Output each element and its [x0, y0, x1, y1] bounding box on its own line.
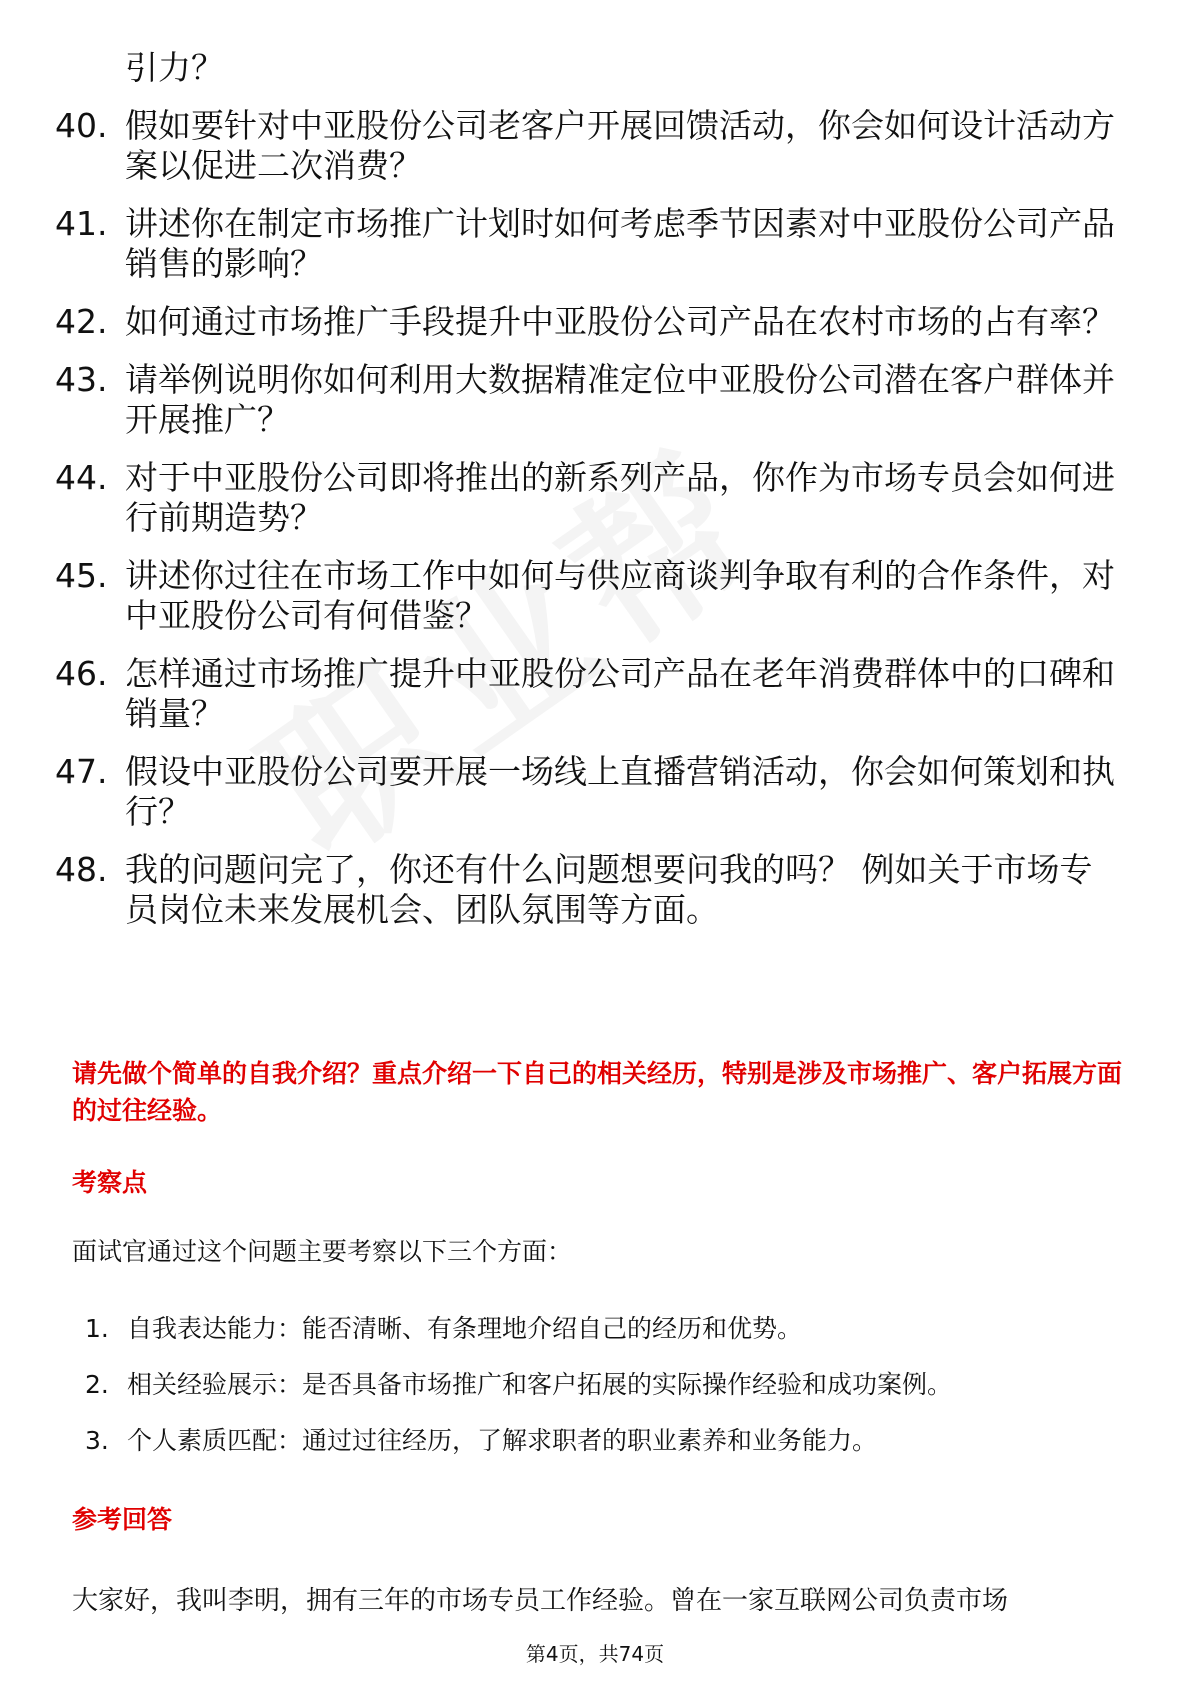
question-text: 怎样通过市场推广提升中亚股份公司产品在老年消费群体中的口碑和销量？ [125, 654, 1115, 733]
question-number: 43. [55, 360, 108, 399]
question-number: 46. [55, 654, 108, 693]
focus-point-number: 3. [85, 1426, 109, 1455]
answer-text: 大家好，我叫李明，拥有三年的市场专员工作经验。曾在一家互联网公司负责市场 [72, 1586, 1009, 1616]
focus-point-number: 1. [85, 1314, 109, 1343]
question-item-48 [55, 850, 1125, 930]
question-number: 42. [55, 302, 108, 341]
focus-point-text: 个人素质匹配：通过过往经历，了解求职者的职业素养和业务能力。 [127, 1426, 878, 1455]
question-text: 假设中亚股份公司要开展一场线上直播营销活动，你会如何策划和执行？ [125, 752, 1115, 831]
question-text: 对于中亚股份公司即将推出的新系列产品，你作为市场专员会如何进行前期造势？ [125, 458, 1115, 537]
question-item-44 [55, 458, 1125, 538]
focus-point [85, 1311, 1145, 1367]
question-item-41 [55, 204, 1125, 284]
focus-point [85, 1423, 1145, 1479]
focus-label: 考察点 [72, 1168, 148, 1197]
question-continuation [55, 48, 1125, 88]
focus-point-text: 相关经验展示：是否具备市场推广和客户拓展的实际操作经验和成功案例。 [127, 1370, 953, 1399]
question-item-43 [55, 360, 1125, 440]
question-item-46 [55, 654, 1125, 734]
answer-label: 参考回答 [72, 1505, 173, 1534]
section-question-heading: 请先做个简单的自我介绍？重点介绍一下自己的相关经历，特别是涉及市场推广、客户拓展方面的过往经验。 [72, 1059, 1123, 1125]
question-text: 我的问题问完了，你还有什么问题想要问我的吗？ 例如关于市场专员岗位未来发展机会、团队氛围等方面。 [125, 850, 1093, 929]
question-number: 48. [55, 850, 108, 889]
question-text: 讲述你在制定市场推广计划时如何考虑季节因素对中亚股份公司产品销售的影响？ [125, 204, 1115, 283]
page-footer: 第4页，共74页 [525, 1642, 665, 1666]
question-number: 44. [55, 458, 108, 497]
question-continuation-text: 引力？ [125, 48, 224, 87]
question-list [55, 48, 1125, 948]
focus-point-number: 2. [85, 1370, 109, 1399]
question-number: 41. [55, 204, 108, 243]
focus-point-text: 自我表达能力：能否清晰、有条理地介绍自己的经历和优势。 [127, 1314, 803, 1343]
question-text: 假如要针对中亚股份公司老客户开展回馈活动，你会如何设计活动方案以促进二次消费？ [125, 106, 1115, 185]
question-number: 45. [55, 556, 108, 595]
question-number: 47. [55, 752, 108, 791]
question-text: 讲述你过往在市场工作中如何与供应商谈判争取有利的合作条件，对中亚股份公司有何借鉴？ [125, 556, 1115, 635]
question-number: 40. [55, 106, 108, 145]
question-item-40 [55, 106, 1125, 186]
focus-point [85, 1367, 1145, 1423]
question-item-47 [55, 752, 1125, 832]
question-text: 如何通过市场推广手段提升中亚股份公司产品在农村市场的占有率？ [125, 302, 1115, 341]
question-text: 请举例说明你如何利用大数据精准定位中亚股份公司潜在客户群体并开展推广？ [125, 360, 1115, 439]
focus-intro: 面试官通过这个问题主要考察以下三个方面： [72, 1237, 573, 1266]
question-item-42 [55, 302, 1125, 342]
question-item-45 [55, 556, 1125, 636]
focus-points-list [85, 1311, 1145, 1479]
